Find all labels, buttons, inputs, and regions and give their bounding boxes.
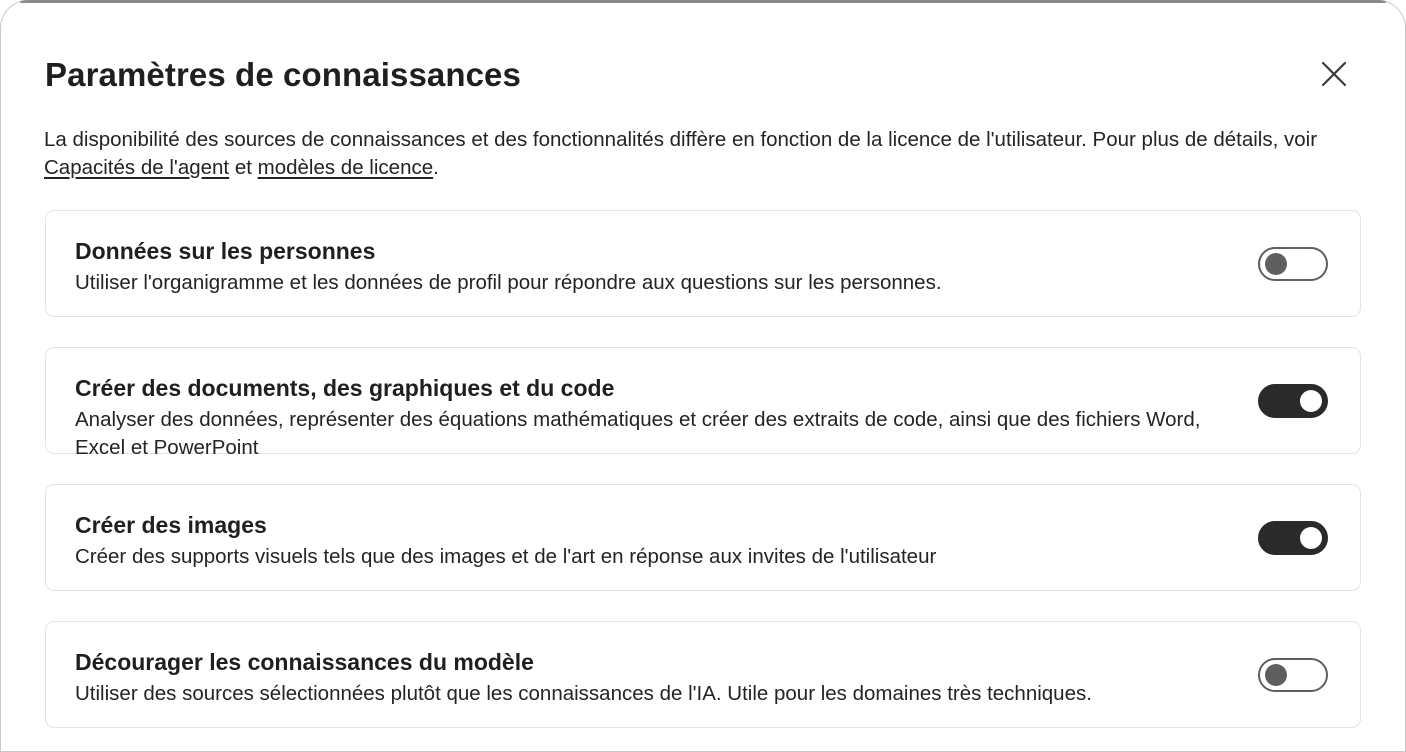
dialog-description	[44, 126, 1364, 182]
toggle-create-documents[interactable]	[1258, 384, 1328, 418]
setting-card-create-images	[45, 484, 1361, 591]
setting-title: Décourager les connaissances du modèle	[75, 649, 534, 675]
toggle-people-data[interactable]	[1258, 247, 1328, 281]
setting-description: Créer des supports visuels tels que des images et de l'art en réponse aux invites de l'utilisateur	[75, 545, 937, 568]
toggle-knob	[1265, 253, 1287, 275]
close-button[interactable]	[1316, 57, 1352, 93]
setting-card-create-documents	[45, 347, 1361, 459]
toggle-knob	[1300, 527, 1322, 549]
dialog-top-edge	[20, 0, 1386, 3]
agent-capabilities-link[interactable]: Capacités de l'agent	[44, 156, 230, 179]
setting-description: Utiliser des sources sélectionnées plutôt que les connaissances de l'IA. Utile pour les domaines très techniques.	[75, 682, 1092, 705]
toggle-knob	[1300, 390, 1322, 412]
description-end: .	[433, 156, 439, 179]
dialog-title: Paramètres de connaissances	[45, 56, 521, 93]
description-connector: et	[229, 156, 258, 179]
toggle-create-images[interactable]	[1258, 521, 1328, 555]
setting-card-discourage-model-knowledge	[45, 621, 1361, 728]
description-text: La disponibilité des sources de connaissances et des fonctionnalités diffère en fonction de la licence de l'utilisateur. Pour plus de détails, voir	[44, 128, 1318, 151]
toggle-discourage-model-knowledge[interactable]	[1258, 658, 1328, 692]
setting-title: Créer des documents, des graphiques et du code	[75, 375, 615, 401]
setting-description: Analyser des données, représenter des équations mathématiques et créer des extraits de code, ainsi que des fichiers Word, Excel et PowerPoint	[75, 408, 1201, 459]
licence-models-link[interactable]: modèles de licence	[257, 156, 434, 179]
setting-card-people-data	[45, 210, 1361, 317]
close-icon	[1321, 61, 1347, 90]
setting-title: Créer des images	[75, 512, 267, 538]
setting-title: Données sur les personnes	[75, 238, 376, 264]
toggle-knob	[1265, 664, 1287, 686]
setting-description: Utiliser l'organigramme et les données de profil pour répondre aux questions sur les personnes.	[75, 271, 942, 294]
